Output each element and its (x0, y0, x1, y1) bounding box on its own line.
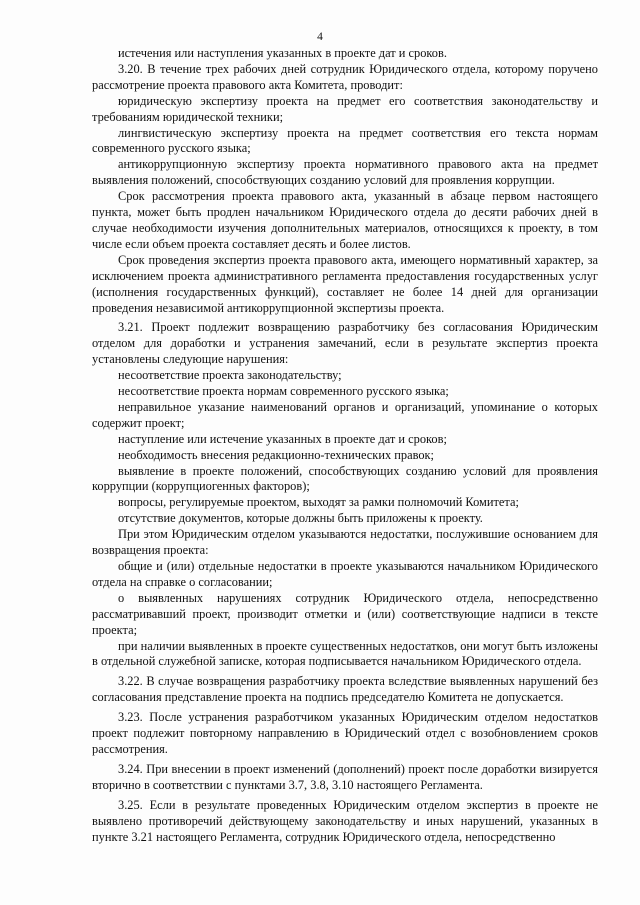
clause-3-23: 3.23. После устранения разработчиком указанных Юридическим отделом недостатков проект подлежит повторному направлению в Юридический отдел с возобновлением сроков рассмотрения. (92, 710, 598, 756)
document-body (92, 46, 598, 845)
list-item: вопросы, регулируемые проектом, выходят за рамки полномочий Комитета; (118, 495, 519, 510)
list-item: несоответствие проекта законодательству; (118, 368, 342, 383)
clause-3-21: 3.21. Проект подлежит возвращению разработчику без согласования Юридическим отделом для доработки и устранения замечаний, если в результате экспертиз проекта установлены следующие нарушения: (92, 320, 598, 367)
paragraph: юридическую экспертизу проекта на предмет его соответствия законодательству и требованиям юридической техники; (92, 93, 598, 124)
list-item: выявление в проекте положений, способствующих созданию условий для проявления коррупции (коррупциогенных факторов); (92, 463, 598, 494)
page-number: 4 (317, 31, 323, 43)
paragraph: лингвистическую экспертизу проекта на предмет соответствия его текста нормам современного русского языка; (92, 125, 598, 156)
list-item: неправильное указание наименований органов и организаций, упоминание о которых содержит проект; (92, 399, 598, 430)
paragraph: о выявленных нарушениях сотрудник Юридического отдела, непосредственно рассматривавший проект, производит отметки и (или) соответствующие надписи в тексте проекта; (92, 590, 598, 637)
paragraph: антикоррупционную экспертизу проекта нормативного правового акта на предмет выявления положений, способствующих созданию условий для проявления коррупции. (92, 157, 598, 188)
clause-3-24: 3.24. При внесении в проект изменений (дополнений) проект после доработки визируется вторично в соответствии с пунктами 3.7, 3.8, 3.10 настоящего Регламента. (92, 761, 598, 792)
paragraph: Срок проведения экспертиз проекта правового акта, имеющего нормативный характер, за исключением проекта административного регламента предоставления государственных услуг (исполнения государственных функций), составляет не более 14 дней для организации проведения независимой антикоррупционной экспертизы проекта. (92, 252, 598, 315)
clause-3-22: 3.22. В случае возвращения разработчику проекта вследствие выявленных нарушений без согласования представление проекта на подпись председателю Комитета не допускается. (92, 674, 598, 705)
paragraph: Срок рассмотрения проекта правового акта, указанный в абзаце первом настоящего пункта, может быть продлен начальником Юридического отдела до десяти рабочих дней в случае необходимости изучения дополнительных материалов, относящихся к проекту, в том числе если объем проекта составляет десять и более листов. (92, 189, 598, 251)
list-item: несоответствие проекта нормам современного русского языка; (118, 384, 449, 399)
paragraph: При этом Юридическим отделом указываются недостатки, послужившие основанием для возвращения проекта: (92, 527, 598, 558)
clause-3-25: 3.25. Если в результате проведенных Юридическим отделом экспертиз в проекте не выявлено противоречий действующему законодательству и иных нарушений, указанных в пункте 3.21 настоящего Регламента, сотрудник Юридического отдела, непосредственно (92, 797, 598, 844)
clause-3-20: 3.20. В течение трех рабочих дней сотрудник Юридического отдела, которому поручено рассмотрение проекта правового акта Комитета, проводит: (92, 61, 598, 92)
list-item: наступление или истечение указанных в проекте дат и сроков; (118, 431, 447, 446)
paragraph: при наличии выявленных в проекте существенных недостатков, они могут быть изложены в отдельной служебной записке, которая подписывается начальником Юридического отдела. (92, 638, 598, 669)
list-item: необходимость внесения редакционно-технических правок; (118, 447, 434, 462)
list-item: отсутствие документов, которые должны быть приложены к проекту. (118, 511, 483, 526)
paragraph: истечения или наступления указанных в проекте дат и сроков. (118, 46, 447, 60)
paragraph: общие и (или) отдельные недостатки в проекте указываются начальником Юридического отдела на справке о согласовании; (92, 559, 598, 589)
